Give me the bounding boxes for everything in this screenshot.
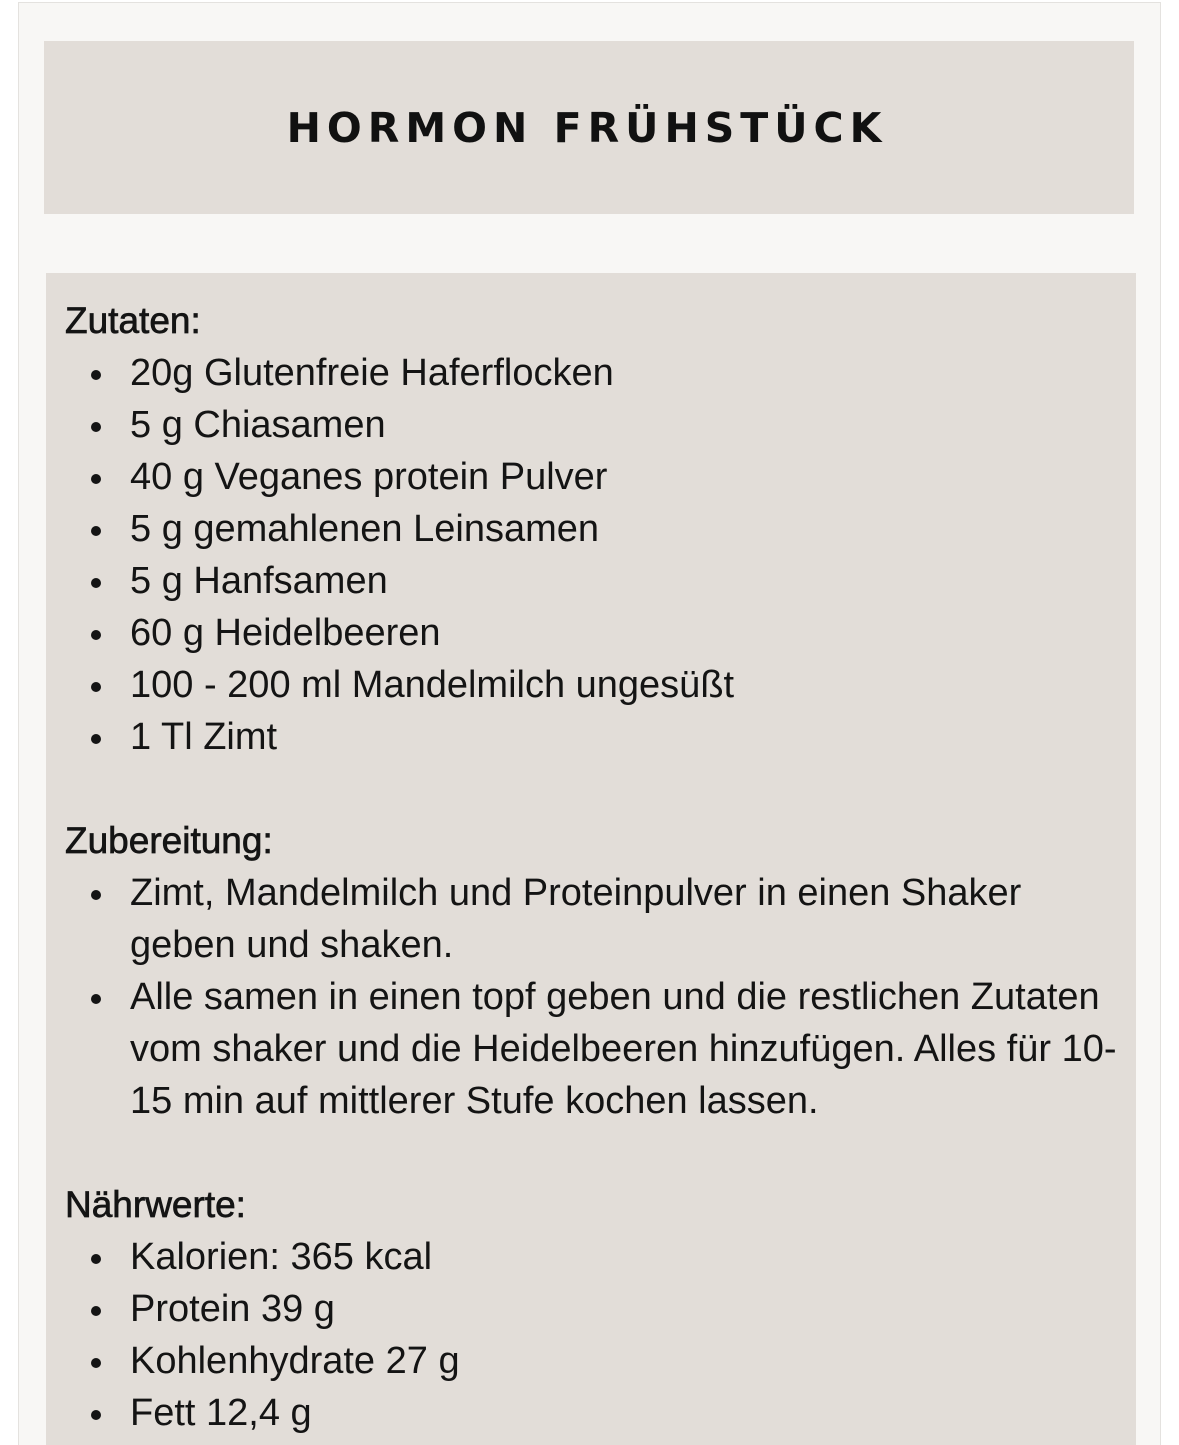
list-item-text: Kohlenhydrate 27 g [130, 1340, 460, 1382]
list-item [65, 1283, 1126, 1335]
bullet-icon [91, 1306, 101, 1316]
list-item-text: 5 g Chiasamen [130, 404, 386, 446]
preparation-section [65, 815, 1126, 1127]
recipe-content-panel [46, 273, 1136, 1445]
list-item-text: 1 Tl Zimt [130, 716, 278, 758]
title-banner [44, 41, 1134, 214]
list-item [65, 451, 1126, 503]
recipe-content [65, 295, 1126, 1439]
list-item [65, 347, 1126, 399]
nutrition-list [65, 1231, 1126, 1439]
list-item [65, 503, 1126, 555]
bullet-icon [91, 370, 101, 380]
nutrition-section [65, 1179, 1126, 1439]
list-item-text: Fett 12,4 g [130, 1392, 312, 1434]
list-item [65, 607, 1126, 659]
bullet-icon [91, 630, 101, 640]
bullet-icon [91, 1358, 101, 1368]
list-item-text: Alle samen in einen topf geben und die restlichen Zutaten vom shaker und die Heidelbeeren hinzufügen. Alles für 10-15 min auf mittlerer Stufe kochen lassen. [130, 976, 1117, 1122]
bullet-icon [91, 578, 101, 588]
list-item-text: 5 g gemahlenen Leinsamen [130, 508, 600, 550]
list-item-text: 100 - 200 ml Mandelmilch ungesüßt [130, 664, 735, 706]
list-item [65, 971, 1126, 1127]
list-item [65, 659, 1126, 711]
nutrition-heading: Nährwerte: [65, 1184, 246, 1225]
bullet-icon [91, 526, 101, 536]
bullet-icon [91, 682, 101, 692]
list-item [65, 1335, 1126, 1387]
list-item [65, 1231, 1126, 1283]
ingredients-heading: Zutaten: [65, 300, 201, 341]
bullet-icon [91, 1410, 101, 1420]
preparation-list [65, 867, 1126, 1127]
list-item-text: 5 g Hanfsamen [130, 560, 388, 602]
list-item [65, 1387, 1126, 1439]
preparation-heading: Zubereitung: [65, 820, 273, 861]
list-item [65, 399, 1126, 451]
bullet-icon [91, 474, 101, 484]
list-item [65, 711, 1126, 763]
recipe-title: HORMON FRÜHSTÜCK [286, 103, 888, 152]
list-item-text: Kalorien: 365 kcal [130, 1236, 433, 1278]
bullet-icon [91, 890, 101, 900]
list-item-text: Zimt, Mandelmilch und Proteinpulver in einen Shaker geben und shaken. [130, 872, 1022, 966]
ingredients-list [65, 347, 1126, 763]
list-item [65, 867, 1126, 971]
bullet-icon [91, 422, 101, 432]
list-item [65, 555, 1126, 607]
list-item-text: 60 g Heidelbeeren [130, 612, 441, 654]
list-item-text: 40 g Veganes protein Pulver [130, 456, 608, 498]
bullet-icon [91, 1254, 101, 1264]
list-item-text: Protein 39 g [130, 1288, 335, 1330]
ingredients-section [65, 295, 1126, 763]
list-item-text: 20g Glutenfreie Haferflocken [130, 352, 614, 394]
bullet-icon [91, 994, 101, 1004]
bullet-icon [91, 734, 101, 744]
